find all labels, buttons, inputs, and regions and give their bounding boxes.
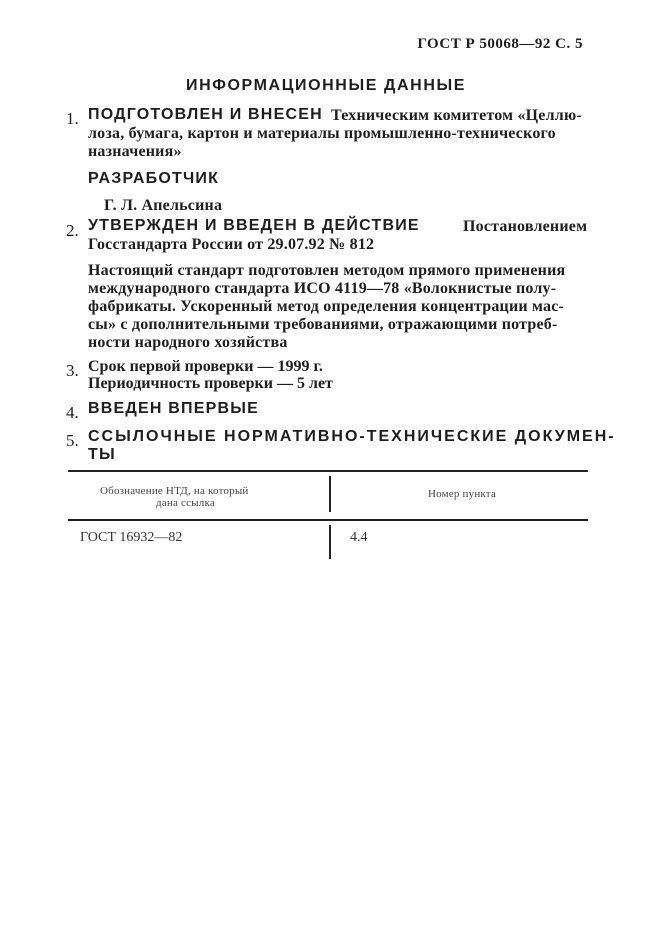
table-header-clause: Номер пункта	[428, 488, 497, 500]
section-2-text-line-1: Постановлением	[463, 218, 588, 235]
section-3-line-1: Срок первой проверки — 1999 г.	[88, 358, 323, 375]
section-5-caption-line-2: ТЫ	[88, 446, 116, 463]
section-5-caption-line-1: ССЫЛОЧНЫЕ НОРМАТИВНО-ТЕХНИЧЕСКИЕ ДОКУМЕН-	[88, 428, 616, 445]
section-2-number: 2.	[66, 221, 79, 240]
section-2-caption: УТВЕРЖДЕН И ВВЕДЕН В ДЕЙСТВИЕ	[88, 217, 420, 234]
section-2-paragraph-line-5: ности народного хозяйства	[88, 334, 288, 351]
table-header-ntd-line-1: Обозначение НТД, на который	[100, 485, 249, 497]
document-reference-header: ГОСТ Р 50068—92 С. 5	[417, 36, 583, 52]
section-1-text-line-2: лоза, бумага, картон и материалы промышленно-технического	[88, 125, 556, 142]
section-2-paragraph-line-4: сы» с дополнительными требованиями, отражающими потреб-	[88, 316, 558, 333]
table-top-rule	[68, 470, 588, 472]
section-2-paragraph-line-3: фабрикаты. Ускоренный метод определения концентрации мас-	[88, 298, 565, 315]
section-2-paragraph-line-1: Настоящий стандарт подготовлен методом прямого применения	[88, 262, 566, 279]
section-2-text-line-2: Госстандарта России от 29.07.92 № 812	[88, 236, 375, 253]
section-4-number: 4.	[66, 403, 79, 422]
table-cell-clause: 4.4	[350, 530, 368, 545]
section-1-number: 1.	[66, 109, 79, 128]
section-4-caption: ВВЕДЕН ВПЕРВЫЕ	[88, 400, 259, 417]
section-1-text-line-3: назначения»	[88, 143, 182, 160]
table-header-divider	[329, 476, 331, 512]
page-title: ИНФОРМАЦИОННЫЕ ДАННЫЕ	[186, 77, 467, 94]
table-header-ntd-line-2: дана ссылка	[156, 497, 215, 509]
section-3-number: 3.	[66, 361, 79, 380]
section-3-line-2: Периодичность проверки — 5 лет	[88, 375, 333, 392]
section-5-number: 5.	[66, 431, 79, 450]
table-header-rule	[68, 519, 588, 521]
table-body-divider	[329, 525, 331, 559]
section-2-paragraph-line-2: международного стандарта ИСО 4119—78 «Волокнистые полу-	[88, 280, 557, 297]
developers-caption: РАЗРАБОТЧИК	[88, 170, 220, 187]
section-1-caption: ПОДГОТОВЛЕН И ВНЕСЕН	[88, 106, 323, 123]
developer-name: Г. Л. Апельсина	[104, 197, 223, 214]
table-cell-ntd: ГОСТ 16932—82	[80, 530, 183, 545]
section-1-text-line-1: Техническим комитетом «Целлю-	[331, 107, 582, 124]
